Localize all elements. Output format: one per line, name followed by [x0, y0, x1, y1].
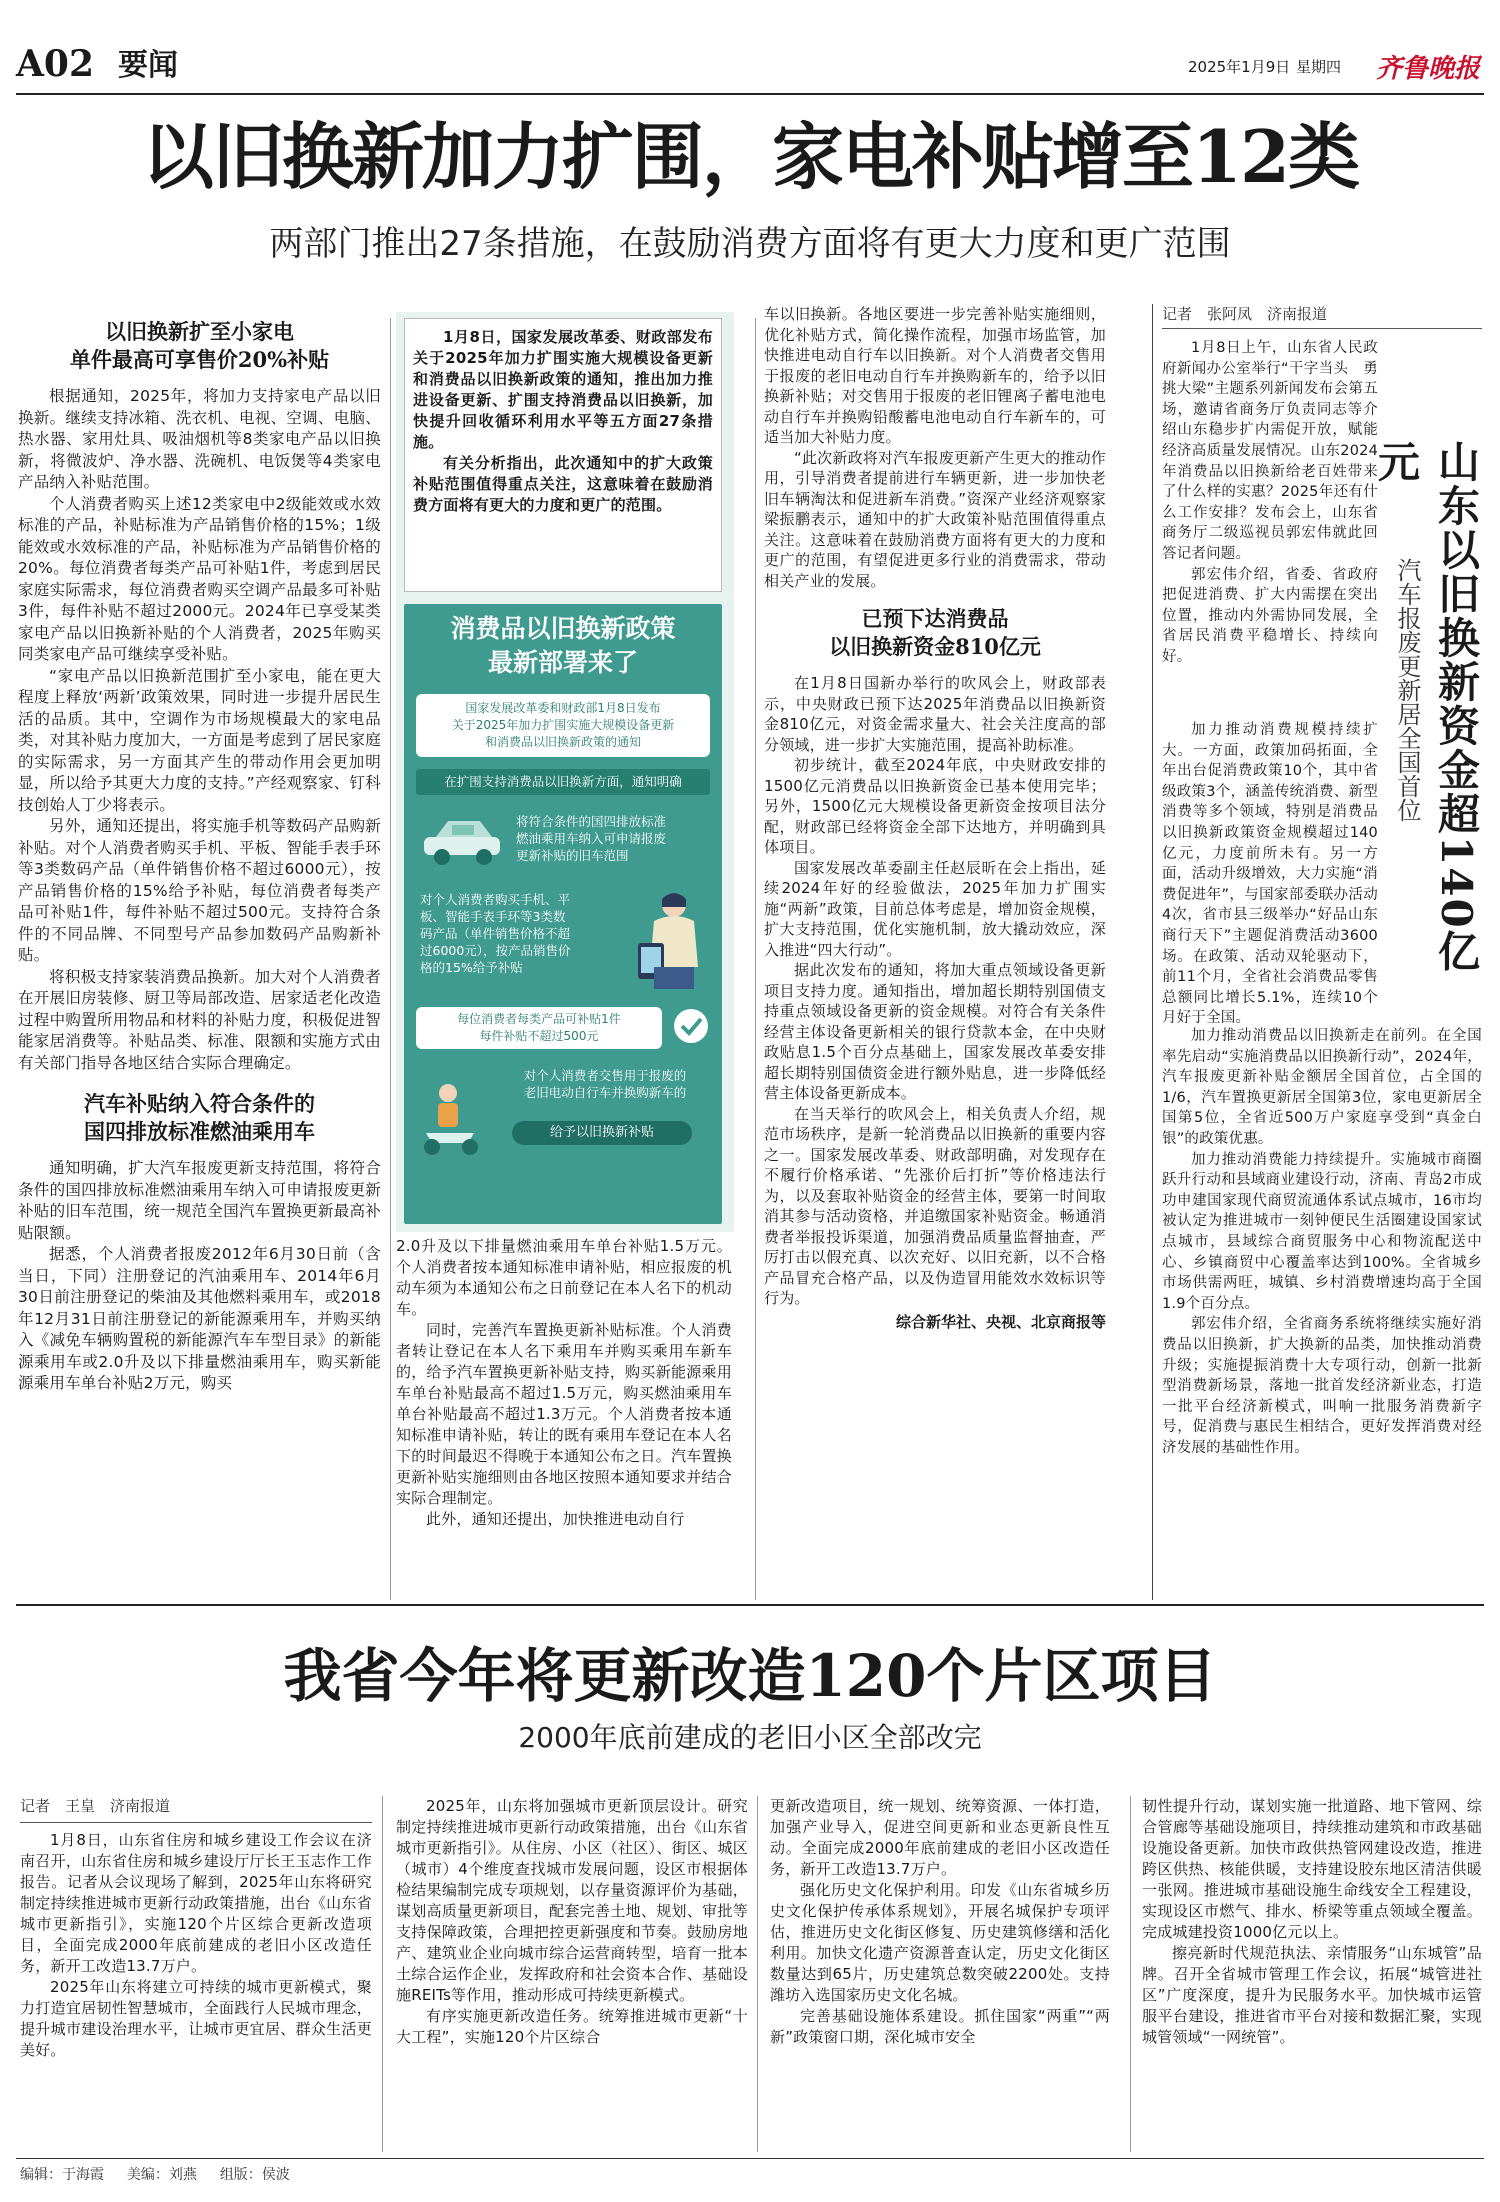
story2-vertical-headline: 山东以旧换新资金超140亿元: [1372, 440, 1481, 974]
section-title: 已预下达消费品: [861, 606, 1009, 631]
item-line: 过6000元），按产品销售价: [420, 943, 571, 958]
column-divider: [1130, 1796, 1131, 2152]
paragraph: 有关分析指出，此次通知中的扩大政策补贴范围值得重点关注，这意味着在鼓励消费方面将有更大的力度和更广的范围。: [413, 454, 713, 514]
paragraph: 郭宏伟介绍，全省商务系统将继续实施好消费品以旧换新，扩大换新的品类，加快推动消费升级；实施提振消费十大专项行动，创新一批新型消费新场景，落地一批首发经济新业态，打造一批平台经济新模式，叫响一批服务消费新字号，促消费与惠民生相结合，更好发挥消费对经济发展的基础性作用。: [1162, 1316, 1482, 1456]
story1-col2-bottom: [396, 1236, 732, 1530]
limit-text: 每位消费者每类产品可补贴1件: [457, 1012, 621, 1026]
infographic-item: [416, 887, 710, 995]
car-icon: [418, 811, 508, 871]
story-separator: [16, 1604, 1484, 1606]
article-body: [18, 386, 381, 1074]
paragraph: 在当天举行的吹风会上，相关负责人介绍，规范市场秩序，是新一轮消费品以旧换新的重要内容之一。国家发展改革委、财政部明确，对发现存在不履行价格承诺、“先涨价后打折”等价格违法行为，以及套取补贴资金的经营主体，要第一时间取消其参与活动资格，并追缴国家补贴资金。畅通消费者举报投诉渠道，加强消费品质量监督抽查，严厉打击以假充真、以次充好、以旧充新，以不合格产品冒充合格产品，以及伪造冒用能效水效标识等行为。: [764, 1104, 1106, 1307]
designer-credit: 美编：刘燕: [126, 2167, 197, 2183]
paragraph: 据悉，个人消费者报废2012年6月30日前（含当日，下同）注册登记的汽油乘用车、2014年6月30日前注册登记的柴油及其他燃料乘用车，或2018年12月31日前注册登记的新能源乘用车，并购买纳入《减免车辆购置税的新能源汽车车型目录》的新能源乘用车或2.0升及以下排量燃油乘用车，购买新能源乘用车单台补贴2万元，购买: [18, 1245, 381, 1392]
lead-text-box: [404, 318, 722, 592]
source-credit: 综合新华社、央视、北京商报等: [895, 1312, 1106, 1331]
paragraph: 在1月8日国新办举行的吹风会上，财政部表示，中央财政已预下达2025年消费品以旧换新资金810亿元，对资金需求量大、社会关注度高的部分领域，进一步扩大实施范围，提高补助标准。: [764, 674, 1106, 754]
story1-col1: [18, 318, 381, 1395]
story3-col4: [1142, 1796, 1482, 2048]
article-body: [18, 1158, 381, 1395]
paragraph: 2025年，山东将加强城市更新顶层设计。研究制定持续推进城市更新行动政策措施，出台《山东省城市更新指引》。从住房、小区（社区）、街区、城区（城市）4个维度查找城市发展问题，设区市根据体检结果编制完成专项规划，以存量资源评价为基础，谋划高质量更新项目，配套完善土地、规划、审批等支持保障政策，合理把控更新强度和节奏。鼓励房地产、建筑业企业向城市综合运营商转型，培育一批本土综合运作企业，发挥政府和社会资本合作、基础设施REITs等作用，推动形成可持续更新模式。: [396, 1797, 748, 2004]
section-name: 要闻: [118, 48, 178, 83]
item-line: 老旧电动自行车并换购新车的: [523, 1085, 687, 1100]
paragraph: 擦亮新时代规范执法、亲情服务“山东城管”品牌。召开全省城市管理工作会议，拓展“城管进社区”广度深度，提升为民服务水平。加快城市运管服平台建设，推进省市平台对接和数据汇聚，实现城管领域“一网统管”。: [1142, 1944, 1482, 2046]
item-line: 板、智能手表手环等3类数: [420, 909, 566, 924]
checkmark-icon: [672, 1007, 710, 1045]
column-divider: [1152, 304, 1153, 1600]
limit-pill: [416, 1007, 662, 1049]
subsidy-tag: 给予以旧换新补贴: [512, 1121, 692, 1145]
item-text: [516, 813, 716, 864]
paragraph: 完善基础设施体系建设。抓住国家“两重”“两新”政策窗口期，深化城市安全: [770, 2007, 1110, 2046]
story3-byline: 记者 王皇 济南报道: [20, 1797, 171, 1815]
notice-text: 关于2025年加力扩围实施大规模设备更新: [451, 718, 675, 732]
paragraph: 国家发展改革委副主任赵辰昕在会上指出，延续2024年好的经验做法，2025年加力扩围实施“两新”政策，目前总体考虑是，增加资金规模，扩大支持范围，优化实施机制，放大撬动效应，深入推进“四大行动”。: [764, 858, 1106, 959]
issue-weekday: 星期四: [1296, 58, 1342, 76]
paper-logo: 齐鲁晚报: [1376, 54, 1481, 84]
limit-text: 每件补贴不超过500元: [479, 1029, 599, 1043]
column-divider: [757, 1796, 758, 2152]
paragraph: 通知明确，扩大汽车报废更新支持范围，将符合条件的国四排放标准燃油乘用车纳入可申请报废更新补贴的旧车范围，统一规范全国汽车置换更新最高补贴限额。: [18, 1159, 381, 1242]
notice-pill: [416, 694, 710, 757]
section-title: 以旧换新资金810亿元: [829, 634, 1041, 659]
footer-credits: [20, 2164, 290, 2184]
paragraph: 初步统计，截至2024年底，中央财政安排的1500亿元消费品以旧换新资金已基本使用完毕；另外，1500亿元大规模设备更新资金按项目法分配，财政部已经将资金全部下达地方，并明确到具体项目。: [764, 756, 1106, 856]
paragraph: 将积极支持家装消费品换新。加大对个人消费者在开展旧房装修、厨卫等局部改造、居家适老化改造过程中购置所用物品和材料的补贴力度，积极促进智能家居消费等。补贴品类、标准、限额和实施方式由有关部门指导各地区结合实际合理确定。: [18, 967, 381, 1072]
infographic-title: 最新部署来了: [487, 648, 638, 677]
story2-body-bottom: [1162, 1026, 1482, 1458]
section-title: 国四排放标准燃油乘用车: [84, 1119, 315, 1144]
footer-rule: [16, 2158, 1484, 2159]
paragraph: 此外，通知还提出，加快推进电动自行: [426, 1510, 685, 1528]
paragraph: 另外，通知还提出，将实施手机等数码产品购新补贴。对个人消费者购买手机、平板、智能手表手环等3类数码产品（单件销售价格不超过6000元），按产品销售价格的15%给予补贴，每位消费者每类产品可补贴1件，每件补贴不超过500元。支持符合条件的不同品牌、不同型号产品参加数码产品购新补贴。: [18, 817, 381, 964]
paragraph: 强化历史文化保护利用。印发《山东省城乡历史文化保护传承体系规划》，开展名城保护专项评估，推进历史文化街区修复、历史建筑修缮和活化利用。加快文化遗产资源普查认定，历史文化街区数量达到65片，历史建筑总数突破2200处。支持潍坊入选国家历史文化名城。: [770, 1881, 1110, 2004]
item-line: 码产品（单件销售价格不超: [420, 926, 571, 941]
infographic-banner: 在扩围支持消费品以旧换新方面，通知明确: [416, 769, 710, 795]
paragraph: 1月8日，国家发展改革委、财政部发布关于2025年加力扩围实施大规模设备更新和消费品以旧换新政策的通知，推出加力推进设备更新、扩围支持消费品以旧换新，加快提升回收循环利用水平等五方面27条措施。: [413, 328, 713, 451]
item-line: 燃油乘用车纳入可申请报废: [516, 831, 667, 846]
paragraph: “此次新政将对汽车报废更新产生更大的推动作用，引导消费者提前进行车辆更新，进一步加快老旧车辆淘汰和促进新车消费。”资深产业经济观察家梁振鹏表示，通知中的扩大政策补贴范围值得重点关注。这意味着在鼓励消费方面将有更大的力度和更广的范围，有望促进更多行业的消费需求，带动相关产业的发展。: [764, 448, 1106, 590]
story3-subheadline: 2000年底前建成的老旧小区全部改完: [518, 1721, 982, 1754]
byline-rule: [1162, 328, 1482, 329]
paragraph: 更新改造项目，统一规划、统筹资源、一体打造，加强产业导入，促进空间更新和业态更新良性互动。全面完成2000年底前建成的老旧小区改造任务，新开工改造13.7万户。: [770, 1797, 1110, 1878]
story1-headline: 以旧换新加力扩围，家电补贴增至12类: [141, 114, 1359, 199]
item-line: 对个人消费者交售用于报废的: [523, 1068, 687, 1083]
story2-vertical-subtitle: 汽车报废更新居全国首位: [1393, 558, 1421, 822]
infographic-title: 消费品以旧换新政策: [450, 614, 676, 643]
article-body: [764, 304, 1106, 591]
story2-body-top: [1162, 338, 1378, 668]
paragraph: 2.0升及以下排量燃油乘用车单台补贴1.5万元。个人消费者按本通知标准申请补贴，相应报废的机动车须为本通知公布之日前登记在本人名下的机动车。: [396, 1237, 732, 1318]
column-divider: [390, 318, 391, 1600]
scooter-icon: [416, 1081, 486, 1161]
paragraph: “家电产品以旧换新范围扩至小家电，能在更大程度上释放‘两新’政策效果，同时进一步提升居民生活的品质。其中，空调作为市场规模最大的家电品类，对其补贴力度加大，一方面是考虑到了居民家庭的实际需求，另一方面其产生的带动作用会更加明显，所以给予其更大力度的支持。”产经观察家、钉科技创始人丁少将表示。: [18, 666, 381, 814]
item-line: 对个人消费者购买手机、平: [420, 892, 571, 907]
paragraph: 车以旧换新。各地区要进一步完善补贴实施细则，优化补贴方式，简化操作流程，加强市场监管，加快推进电动自行车以旧换新。对个人消费者交售用于报废的老旧电动自行车并换购新车的，给予以旧换新补贴；对交售用于报废的老旧锂离子蓄电池电动自行车并换购铅酸蓄电池电动自行车新车的，可适当加大补贴力度。: [764, 305, 1106, 446]
byline-rule: [20, 1822, 372, 1823]
item-line: 格的15%给予补贴: [420, 960, 523, 975]
story1-subheadline: 两部门推出27条措施，在鼓励消费方面将有更大力度和更广范围: [269, 224, 1231, 264]
article-body: [764, 673, 1106, 1309]
paragraph: 加力推动消费规模持续扩大。一方面，政策加码拓面，全年出台促消费政策10个，其中省级政策3个，涵盖传统消费、新型消费等多个领域，特别是消费品以旧换新政策资金规模超过140亿元，力度前所未有。另一方面，活动升级增效，大力实施“消费促进年”，与国家部委联办活动4次，省市县三级举办“好品山东 商行天下”主题促消费活动3600场。在政策、活动双轮驱动下，前11个月，全省社会消费品零售总额同比增长5.1%，连续10个月好于全国。: [1162, 722, 1393, 1027]
infographic-item: [416, 805, 710, 879]
story3-col2: [396, 1796, 748, 2048]
section-title: 以旧换新扩至小家电: [105, 319, 294, 344]
paragraph: 1月8日，山东省住房和城乡建设工作会议在济南召开，山东省住房和城乡建设厅厅长王玉志作工作报告。记者从会议现场了解到，2025年山东将研究制定持续推进城市更新行动政策措施，出台《山东省城市更新指引》，实施120个片区综合更新改造项目，全面完成2000年底前建成的老旧小区改造任务，新开工改造13.7万户。: [20, 1831, 372, 1975]
paragraph: 2025年山东将建立可持续的城市更新模式，聚力打造宜居韧性智慧城市，全面践行人民城市理念，提升城市建设治理水平，让城市更宜居、群众生活更美好。: [20, 1978, 372, 2059]
section-title: 汽车补贴纳入符合条件的: [84, 1091, 315, 1116]
item-line: 更新补贴的旧车范围: [516, 848, 629, 863]
lead-text: [413, 327, 713, 516]
section-title: 单件最高可享售价20%补贴: [69, 347, 330, 372]
item-text: [420, 891, 620, 976]
paragraph: 同时，完善汽车置换更新补贴标准。个人消费者转让登记在本人名下乘用车并购买乘用车新车的，给予汽车置换更新补贴支持，购买新能源乘用车单台补贴最高不超过1.5万元，购买燃油乘用车单台补贴最高不超过1.3万元。个人消费者按本通知标准申请补贴，转让的既有乘用车登记在本人名下的时间最迟不得晚于本通知公布之日。汽车置换更新补贴实施细则由各地区按照本通知要求并结合实际合理制定。: [396, 1321, 732, 1507]
infographic-item: [416, 1061, 710, 1171]
paragraph: 韧性提升行动，谋划实施一批道路、地下管网、综合管廊等基础设施项目，持续推动建筑和市政基础设施设备更新。加快市政供热管网建设改造，推进跨区供热、核能供暖，支持建设胶东地区清洁供暖一张网。推进城市基础设施生命线安全工程建设，实现设区市燃气、排水、桥梁等重点领域全覆盖。完成城建投资1000亿元以上。: [1142, 1797, 1482, 1941]
paragraph: 加力推动消费能力持续提升。实施城市商圈跃升行动和县域商业建设行动，济南、青岛2市成功申建国家现代商贸流通体系试点城市，16市均被认定为推进城市一刻钟便民生活圈建设国家试点城市，县域综合商贸服务中心和物流配送中心、乡镇商贸中心覆盖率达到100%。全省城乡市场供需两旺，城镇、乡村消费增速均高于全国1.9个百分点。: [1162, 1151, 1482, 1312]
story2-body-mid: [1162, 720, 1393, 1029]
page-code: A02: [16, 43, 95, 85]
paragraph: 1月8日上午，山东省人民政府新闻办公室举行“干字当头 勇挑大梁”主题系列新闻发布会第五场，邀请省商务厅负责同志等介绍山东稳步扩内需促开放，赋能经济高质量发展情况。山东2024年消费品以旧换新给老百姓带来了什么样的实惠？2025年还有什么工作安排？发布会上，山东省商务厅二级巡视员郭宏伟就此回答记者问题。: [1162, 340, 1378, 562]
column-divider: [755, 318, 756, 1600]
notice-text: 和消费品以旧换新政策的通知: [484, 735, 641, 749]
paragraph: 根据通知，2025年，将加力支持家电产品以旧换新。继续支持冰箱、洗衣机、电视、空调、电脑、热水器、家用灶具、吸油烟机等8类家电产品以旧换新，将微波炉、净水器、洗碗机、电饭煲等4类家电产品纳入补贴范围。: [18, 387, 381, 491]
person-with-phone-icon: [624, 887, 710, 991]
paragraph: 加力推动消费品以旧换新走在前列。在全国率先启动“实施消费品以旧换新行动”，2024年，汽车报废更新补贴金额居全国首位，占全国的1/6，汽车置换更新居全国第3位，家电更新居全国第5位，全省近500万户家庭享受到“真金白银”的政策优惠。: [1162, 1028, 1482, 1147]
story1-col3: [764, 304, 1106, 1333]
proofreader-credit: 组版：侯波: [219, 2167, 290, 2183]
paragraph: 个人消费者购买上述12类家电中2级能效或水效标准的产品，补贴标准为产品销售价格的15%；1级能效或水效标准的产品，补贴标准为产品销售价格的20%。每位消费者每类产品可补贴1件，考虑到居民家庭实际需求，每位消费者购买空调产品最多可补贴3件，每件补贴不超过2000元。2024年已享受某类家电产品以旧换新补贴的个人消费者，2025年购买同类家电产品可继续享受补贴。: [18, 494, 381, 663]
notice-text: 国家发展改革委和财政部1月8日发布: [465, 701, 661, 715]
story3-headline: 我省今年将更新改造120个片区项目: [283, 1642, 1217, 1710]
item-text: [492, 1067, 718, 1101]
header-rule: [16, 93, 1484, 95]
infographic-item: [416, 1003, 710, 1051]
paragraph: 郭宏伟介绍，省委、省政府把促进消费、扩大内需摆在突出位置，推动内外需协同发展，全省居民消费平稳增长、持续向好。: [1162, 566, 1378, 665]
infographic: [404, 604, 722, 1224]
story2-byline: 记者 张阿凤 济南报道: [1162, 305, 1328, 323]
story3-col3: [770, 1796, 1110, 2048]
editor-credit: 编辑：于海霞: [20, 2167, 104, 2183]
column-divider: [382, 1796, 383, 2152]
issue-date: 2025年1月9日: [1188, 58, 1291, 76]
paragraph: 有序实施更新改造任务。统筹推进城市更新“十大工程”，实施120个片区综合: [396, 2007, 748, 2046]
item-line: 将符合条件的国四排放标准: [516, 814, 667, 829]
story3-col1: [20, 1830, 372, 2061]
paragraph: 据此次发布的通知，将加大重点领域设备更新项目支持力度。通知指出，增加超长期特别国债支持重点领域设备更新的资金规模。对符合有关条件经营主体设备更新相关的银行贷款本金，在中央财政贴息1.5个百分点基础上，国家发展改革委安排超长期特别国债资金进行额外贴息，进一步降低经营主体设备更新成本。: [764, 961, 1106, 1102]
